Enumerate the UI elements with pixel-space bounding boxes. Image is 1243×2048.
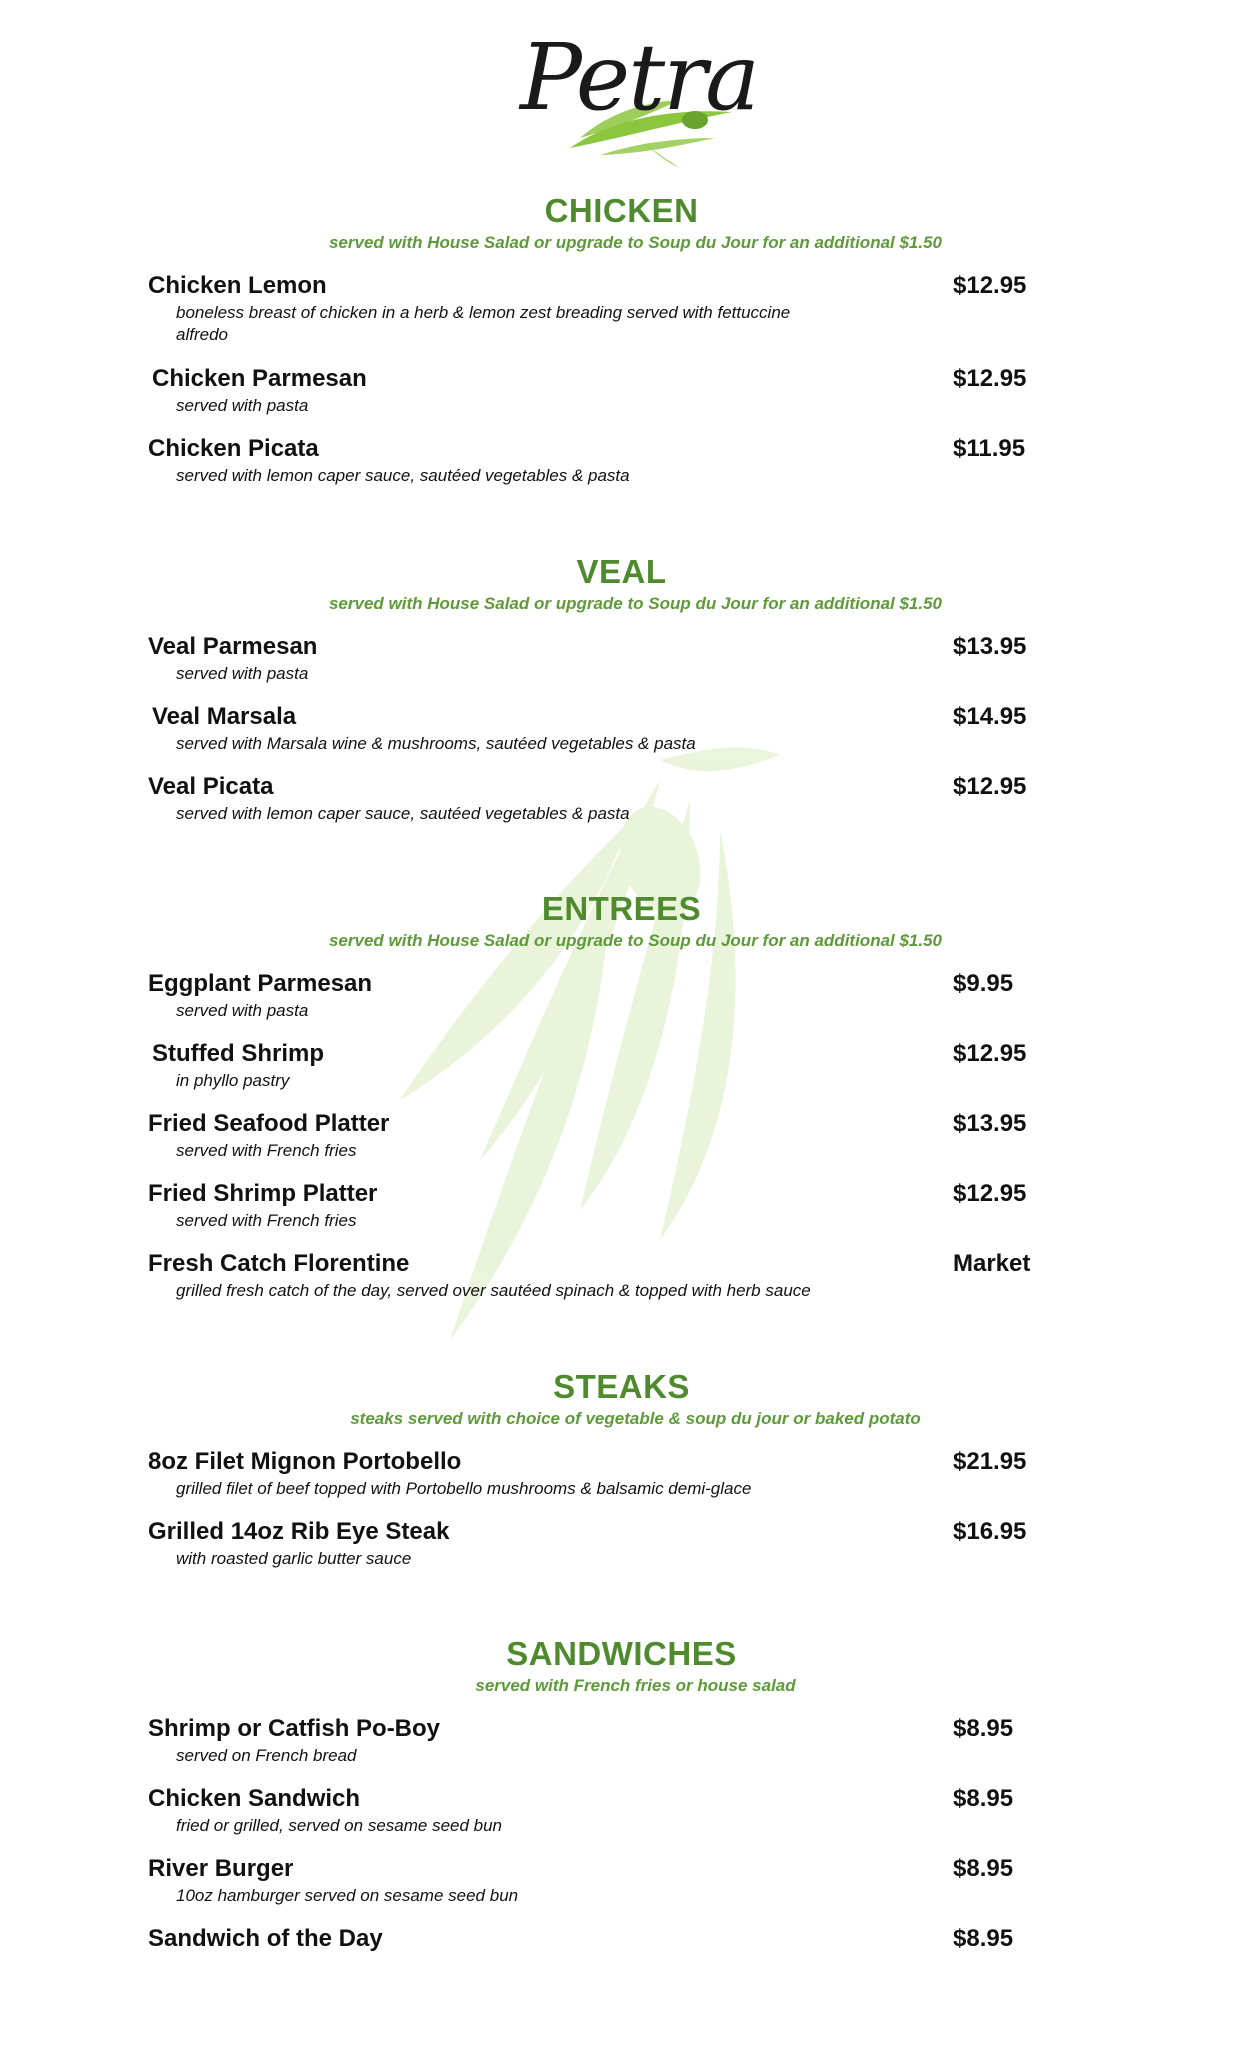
- section-header-sandwiches: [0, 1635, 1243, 1697]
- logo-wordmark: Petra: [520, 24, 759, 131]
- item-price: $16.95: [953, 1518, 1027, 1545]
- section-title: ENTREES: [541, 890, 702, 927]
- section-title: STEAKS: [553, 1368, 690, 1405]
- item-name: Veal Picata: [148, 773, 274, 800]
- menu-item: [148, 272, 1048, 344]
- menu-item: [148, 1855, 1048, 1915]
- item-price: Market: [953, 1250, 1031, 1277]
- item-name: Fried Seafood Platter: [148, 1110, 390, 1137]
- item-name: Chicken Parmesan: [152, 365, 367, 392]
- item-name: Stuffed Shrimp: [152, 1040, 324, 1067]
- item-price: $12.95: [953, 773, 1027, 800]
- item-description: served with French fries: [176, 1141, 357, 1160]
- section-note: steaks served with choice of vegetable & soup du jour or baked potato: [350, 1409, 921, 1428]
- menu-item: [148, 1180, 1048, 1240]
- section-title: CHICKEN: [544, 192, 699, 229]
- section-header-steaks: [0, 1368, 1243, 1430]
- item-description: grilled fresh catch of the day, served over sautéed spinach & topped with herb sauce: [176, 1281, 811, 1300]
- item-name: Fresh Catch Florentine: [148, 1250, 410, 1277]
- menu-item: [148, 633, 1048, 693]
- menu-item: [152, 1040, 1052, 1100]
- item-description: served with French fries: [176, 1211, 357, 1230]
- item-name: Sandwich of the Day: [148, 1925, 383, 1952]
- section-title: VEAL: [576, 553, 667, 590]
- menu-item: [148, 1110, 1048, 1170]
- item-price: $12.95: [953, 365, 1027, 392]
- section-title: SANDWICHES: [506, 1635, 737, 1672]
- item-name: Fried Shrimp Platter: [148, 1180, 378, 1207]
- item-price: $21.95: [953, 1448, 1027, 1475]
- section-note: served with House Salad or upgrade to Soup du Jour for an additional $1.50: [328, 931, 943, 950]
- item-price: $8.95: [953, 1715, 1014, 1742]
- item-price: $12.95: [953, 1180, 1027, 1207]
- item-description: 10oz hamburger served on sesame seed bun: [176, 1886, 519, 1905]
- item-description: served with lemon caper sauce, sautéed vegetables & pasta: [176, 804, 630, 823]
- item-name: Chicken Picata: [148, 435, 319, 462]
- menu-item: [148, 970, 1048, 1030]
- menu-item: [152, 703, 1052, 763]
- item-price: $13.95: [953, 1110, 1027, 1137]
- menu-item: [148, 1250, 1048, 1310]
- item-name: Shrimp or Catfish Po-Boy: [148, 1715, 441, 1742]
- item-name: Veal Parmesan: [148, 633, 318, 660]
- item-description: boneless breast of chicken in a herb & lemon zest breading served with fettuccine alfredo: [176, 303, 791, 344]
- menu-item: [148, 1925, 1048, 1985]
- item-price: $12.95: [953, 1040, 1027, 1067]
- menu-item: [148, 1448, 1048, 1508]
- item-price: $11.95: [953, 435, 1026, 462]
- item-price: $14.95: [953, 703, 1027, 730]
- menu-item: [148, 1785, 1048, 1845]
- item-name: Chicken Lemon: [148, 272, 327, 299]
- section-header-entrees: [0, 890, 1243, 952]
- item-price: $8.95: [953, 1855, 1014, 1882]
- item-price: $12.95: [953, 272, 1027, 299]
- item-description: served with lemon caper sauce, sautéed vegetables & pasta: [176, 466, 630, 485]
- section-note: served with House Salad or upgrade to Soup du Jour for an additional $1.50: [328, 594, 943, 613]
- item-price: $9.95: [953, 970, 1014, 997]
- item-description: served with Marsala wine & mushrooms, sautéed vegetables & pasta: [176, 734, 696, 753]
- menu-item: [152, 365, 1052, 425]
- section-note: served with French fries or house salad: [475, 1676, 796, 1695]
- item-description: grilled filet of beef topped with Portobello mushrooms & balsamic demi-glace: [176, 1479, 752, 1498]
- item-name: River Burger: [148, 1855, 294, 1882]
- item-description: fried or grilled, served on sesame seed bun: [176, 1816, 503, 1835]
- item-description: served with pasta: [176, 664, 309, 683]
- item-name: Chicken Sandwich: [148, 1785, 361, 1812]
- petra-logo: [510, 20, 759, 170]
- item-name: 8oz Filet Mignon Portobello: [148, 1448, 462, 1475]
- menu-item: [148, 1518, 1048, 1578]
- item-price: $8.95: [953, 1785, 1014, 1812]
- item-description: served with pasta: [176, 1001, 309, 1020]
- item-description: served on French bread: [176, 1746, 357, 1765]
- item-price: $8.95: [953, 1925, 1014, 1952]
- menu-item: [148, 435, 1048, 495]
- item-price: $13.95: [953, 633, 1027, 660]
- item-name: Veal Marsala: [152, 703, 297, 730]
- menu-item: [148, 773, 1048, 833]
- section-header-veal: [0, 553, 1243, 615]
- item-description: served with pasta: [176, 396, 309, 415]
- item-description: with roasted garlic butter sauce: [176, 1549, 412, 1568]
- item-name: Grilled 14oz Rib Eye Steak: [148, 1518, 450, 1545]
- menu-item: [148, 1715, 1048, 1775]
- section-note: served with House Salad or upgrade to Soup du Jour for an additional $1.50: [328, 233, 943, 252]
- item-description: in phyllo pastry: [176, 1071, 290, 1090]
- section-header-chicken: [0, 192, 1243, 254]
- item-name: Eggplant Parmesan: [148, 970, 373, 997]
